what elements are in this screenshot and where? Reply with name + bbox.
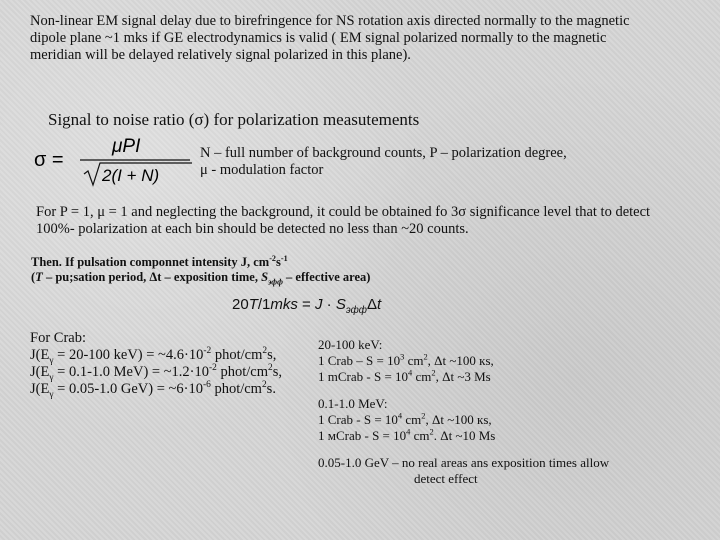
exponent: -2 — [209, 363, 217, 374]
row-text: s, — [272, 364, 282, 380]
row-text: cm — [412, 369, 432, 384]
formula-denominator: 2(I + N) — [102, 166, 160, 185]
exponent: 2 — [423, 351, 428, 362]
spacer — [318, 444, 718, 455]
band-2-row-2 — [318, 428, 718, 444]
crab-row-3 — [30, 381, 320, 398]
band-1-row-1 — [318, 353, 718, 369]
row-text: , Δt ~100 кs, — [425, 412, 492, 427]
pulsation-text: Then. If pulsation componnet intensity J, cm — [31, 255, 270, 269]
band-heading-1: 20-100 keV: — [318, 337, 383, 352]
intro-paragraph — [30, 13, 710, 64]
pulsation-text: ( — [31, 270, 36, 284]
symbol-S: S — [261, 270, 269, 284]
exponent: -6 — [202, 380, 211, 391]
eq-subscript: эфф — [345, 305, 367, 316]
spacer — [318, 385, 718, 396]
exponent: 2 — [261, 380, 267, 391]
row-text: J(E — [30, 381, 50, 397]
row-text: phot/cm — [211, 347, 263, 363]
row-text: cm — [402, 412, 422, 427]
row-text: s. — [266, 381, 276, 397]
subscript: эфф — [268, 277, 283, 287]
row-text: phot/cm — [210, 381, 262, 397]
estimate-line-2: 100%- polarization at each bin should be detected no less than ~20 counts. — [36, 221, 469, 237]
pulsation-line-1 — [31, 255, 531, 270]
row-text: phot/cm — [216, 364, 269, 380]
subscript: γ — [49, 355, 54, 366]
estimate-line-1: For P = 1, μ = 1 and neglecting the background, it could be obtained fo 3σ significance level that to detect — [36, 204, 651, 220]
row-text: = 0.05-1.0 GeV) = ~6·10 — [53, 381, 203, 397]
row-text: . Δt ~10 Ms — [433, 428, 496, 443]
snr-formula-graphic — [30, 133, 200, 188]
row-text: 1 Crab – S = 10 — [318, 353, 401, 368]
band-heading-3: 0.05-1.0 GeV – no real areas ans exposition times allow — [318, 455, 610, 470]
row-text: 1 мCrab - S = 10 — [318, 428, 407, 443]
row-text: 1 mCrab - S = 10 — [318, 369, 409, 384]
exponent: 4 — [397, 410, 403, 421]
intro-line-3: meridian will be delayed relatively signal polarized in this plane). — [30, 47, 411, 63]
formula-lhs: σ = — [34, 149, 64, 171]
crab-intensities — [30, 330, 320, 398]
formula-numerator: μPI — [112, 136, 141, 157]
crab-exposure-table — [318, 337, 718, 487]
crab-row-2 — [30, 364, 320, 381]
band-2-row-1 — [318, 412, 718, 428]
eq-part: = — [297, 296, 315, 313]
exponent: 2 — [431, 367, 436, 378]
row-text: = 20-100 keV) = ~4.6·10 — [53, 347, 204, 363]
pulsation-line-2 — [31, 270, 531, 285]
eq-part: T — [248, 296, 258, 313]
pulsation-note — [31, 255, 531, 285]
band-1-row-2 — [318, 369, 718, 385]
estimate-paragraph — [36, 204, 720, 238]
crab-title: For Crab: — [30, 330, 86, 346]
subscript: γ — [49, 389, 54, 400]
exponent: -2 — [203, 346, 212, 357]
exponent: -1 — [280, 253, 288, 263]
row-text: , Δt ~100 кs, — [427, 353, 494, 368]
intro-line-1: Non-linear EM signal delay due to birefringence for NS rotation axis directed normally to the magnetic — [30, 13, 630, 29]
eq-part: · — [322, 296, 336, 313]
row-text: = 0.1-1.0 MeV) = ~1.2·10 — [53, 364, 210, 380]
pulsation-text: – pu;sation period, Δt – exposition time, — [42, 270, 262, 284]
row-text: J(E — [30, 364, 50, 380]
exponent: 4 — [408, 367, 413, 378]
eq-part: 20 — [232, 296, 249, 313]
row-text: 1 Crab - S = 10 — [318, 412, 398, 427]
band-heading-2: 0.1-1.0 MeV: — [318, 396, 388, 411]
eq-part: mks — [270, 296, 298, 313]
exponent: 2 — [268, 363, 273, 374]
crab-row-1 — [30, 347, 320, 364]
intensity-equation — [232, 296, 382, 316]
exponent: 3 — [400, 351, 405, 362]
row-text: s, — [267, 347, 277, 363]
row-text: , Δt ~3 Ms — [435, 369, 491, 384]
eq-part: t — [376, 296, 382, 313]
eq-part: Δ — [366, 296, 377, 313]
symbol-T: T — [35, 270, 43, 284]
pulsation-text: – effective area) — [282, 270, 371, 284]
subscript: γ — [49, 372, 54, 383]
exponent: 2 — [421, 410, 426, 421]
pulsation-text: s — [276, 255, 281, 269]
row-text: cm — [404, 353, 424, 368]
eq-part: S — [335, 296, 346, 313]
snr-formula — [30, 133, 200, 188]
definition-line-2: μ - modulation factor — [200, 162, 324, 178]
exponent: 4 — [406, 426, 411, 437]
exponent: 2 — [262, 346, 268, 357]
definition-line-1: N – full number of background counts, P – polarization degree, — [200, 145, 567, 161]
row-text: cm — [410, 428, 430, 443]
band-3-continuation: detect effect — [414, 471, 478, 486]
exponent: 2 — [429, 426, 434, 437]
intro-line-2: dipole plane ~1 mks if GE electrodynamics is valid ( EM signal polarized normally to the magnetic — [30, 30, 607, 46]
eq-part: /1 — [257, 296, 271, 313]
exponent: -2 — [269, 253, 276, 263]
row-text: J(E — [30, 347, 50, 363]
formula-definitions — [200, 145, 620, 179]
snr-heading: Signal to noise ratio (σ) for polarization measutements — [48, 110, 420, 129]
eq-part: J — [314, 296, 323, 313]
